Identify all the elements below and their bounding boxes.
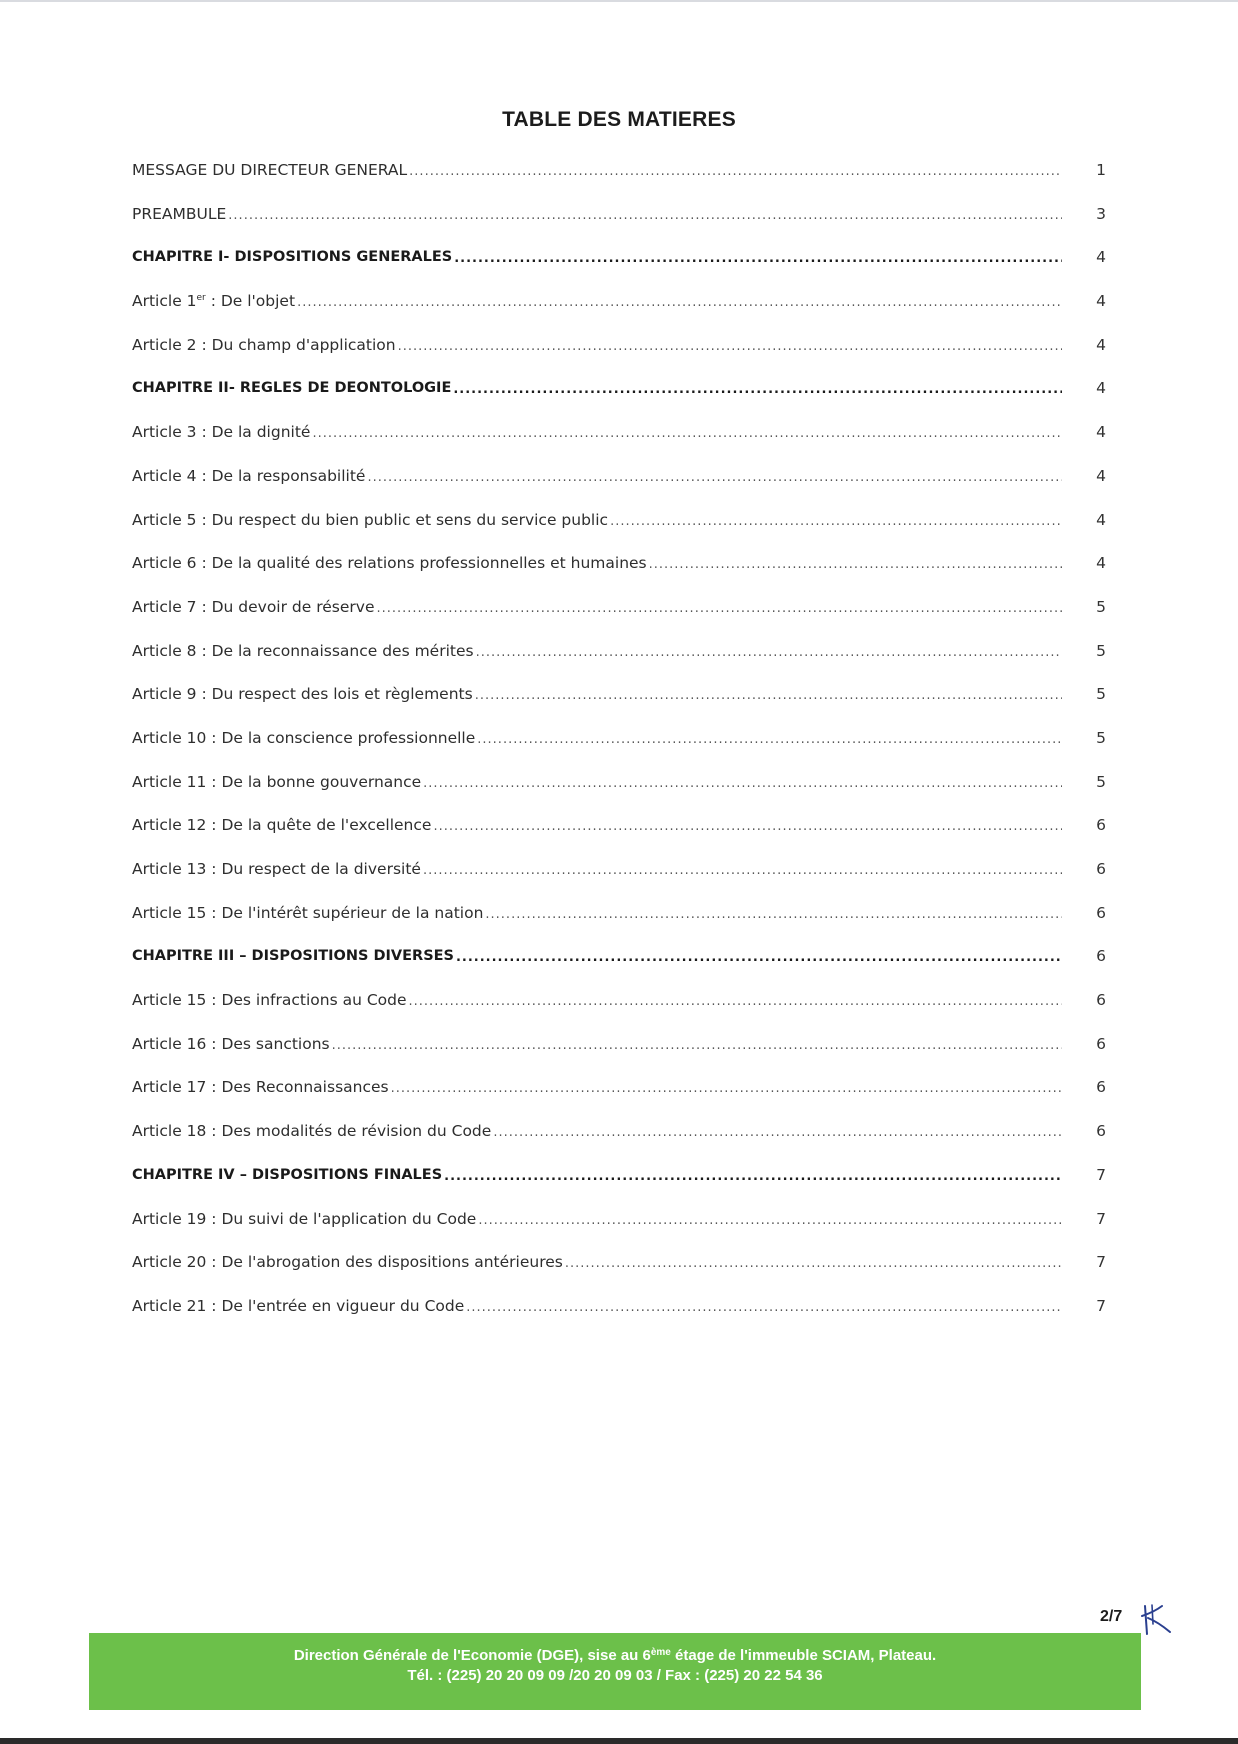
toc-entry-row [132,772,1106,816]
toc-dot-leader [312,422,1062,442]
toc-dot-leader [493,1121,1062,1141]
bottom-edge-line [0,1738,1238,1744]
toc-entry-label: CHAPITRE III – DISPOSITIONS DIVERSES [132,948,454,965]
toc-dot-leader [466,1296,1062,1316]
toc-dot-leader [649,553,1062,573]
toc-page-number: 4 [1096,248,1106,267]
toc-dot-leader [475,684,1062,704]
toc-dot-leader [423,859,1062,879]
toc-dot-leader [485,903,1062,923]
toc-page-number: 6 [1096,1122,1106,1141]
toc-entry-label: Article 2 : Du champ d'application [132,335,396,354]
toc-page-number: 6 [1096,947,1106,966]
toc-dot-leader [228,204,1062,224]
toc-page-number: 6 [1096,816,1106,835]
toc-page-number: 5 [1096,597,1106,616]
toc-entry-label: Article 5 : Du respect du bien public et sens du service public [132,510,609,529]
toc-dot-leader [565,1252,1062,1272]
toc-entry-row [132,204,1106,248]
toc-entry-label: Article 1er : De l'objet [132,292,296,311]
toc-entry-label: PREAMBULE [132,204,227,223]
toc-entry-label: Article 19 : Du suivi de l'application du Code [132,1209,477,1228]
toc-page-number: 5 [1096,641,1106,660]
toc-entry-label: Article 3 : De la dignité [132,423,311,442]
toc-entry-row [132,684,1106,728]
toc-entry-row [132,728,1106,772]
toc-dot-leader [476,641,1062,661]
toc-page-number: 4 [1096,554,1106,573]
toc-page-number: 4 [1096,423,1106,442]
toc-entry-label: Article 15 : De l'intérêt supérieur de la nation [132,903,484,922]
toc-page-number: 7 [1096,1209,1106,1228]
toc-dot-leader [409,990,1062,1010]
toc-entry-label: Article 20 : De l'abrogation des dispositions antérieures [132,1253,563,1272]
toc-entry-label: Article 6 : De la qualité des relations professionnelles et humaines [132,554,647,573]
toc-page-number: 5 [1096,772,1106,791]
toc-page-number: 6 [1096,860,1106,878]
toc-page-number: 6 [1096,903,1106,922]
toc-dot-leader [477,728,1062,748]
toc-entry-row [132,1252,1106,1296]
toc-entry-row [132,641,1106,685]
toc-page-number: 1 [1096,161,1106,179]
toc-dot-leader [297,291,1062,311]
toc-entry-row [132,597,1106,641]
toc-page-number: 4 [1096,292,1106,311]
toc-entry-row [132,160,1106,204]
toc-entry-label: CHAPITRE II- REGLES DE DEONTOLOGIE [132,380,452,397]
footer-address: Direction Générale de l'Economie (DGE), sise au 6ème étage de l'immeuble SCIAM, Plateau. [293,1647,937,1664]
toc-page-number: 7 [1096,1296,1106,1315]
toc-entry-label: Article 17 : Des Reconnaissances [132,1078,389,1097]
handwritten-initials [1140,1602,1174,1636]
toc-dot-leader [444,1165,1062,1185]
toc-entry-row [132,815,1106,859]
toc-entry-label: Article 16 : Des sanctions [132,1034,330,1053]
toc-entry-label: Article 21 : De l'entrée en vigueur du Code [132,1296,465,1315]
page-number: 2/7 [1100,1608,1123,1625]
toc-entry-row [132,335,1106,379]
toc-entry-label: Article 15 : Des infractions au Code [132,991,407,1010]
toc-entry-label: Article 18 : Des modalités de révision du Code [132,1122,492,1141]
toc-entry-row [132,1121,1106,1165]
toc-entry-row [132,1077,1106,1121]
toc-entry-row [132,1296,1106,1340]
toc-page-number: 7 [1096,1165,1106,1184]
toc-page-number: 6 [1096,1034,1106,1053]
footer-contact: Tél. : (225) 20 20 09 09 /20 20 09 03 / Fax : (225) 20 22 54 36 [407,1667,823,1684]
toc-entry-label: MESSAGE DU DIRECTEUR GENERAL [132,161,408,179]
top-edge-line [0,0,1238,2]
toc-entry-row [132,990,1106,1034]
toc-entry-label: Article 10 : De la conscience professionnelle [132,728,476,747]
toc-entry-label: Article 9 : Du respect des lois et règlements [132,685,473,704]
toc-dot-leader [433,815,1062,835]
toc-page-number: 3 [1096,204,1106,223]
toc-dot-leader [454,247,1062,267]
toc-dot-leader [332,1034,1062,1054]
toc-entry-row [132,1034,1106,1078]
toc-entry-label: Article 13 : Du respect de la diversité [132,860,421,878]
toc-entry-row [132,510,1106,554]
toc-page-number: 6 [1096,991,1106,1010]
toc-entry-label: Article 7 : Du devoir de réserve [132,597,375,616]
toc-page-number: 4 [1096,466,1106,485]
toc-page-number: 4 [1096,510,1106,529]
toc-entry-row [132,903,1106,947]
toc-dot-leader [391,1077,1062,1097]
toc-chapter-row [132,946,1106,990]
toc-page-number: 4 [1096,379,1106,398]
toc-entry-row [132,1209,1106,1253]
toc-dot-leader [610,510,1062,530]
toc-entry-row [132,422,1106,466]
toc-dot-leader [398,335,1062,355]
toc-chapter-row [132,378,1106,422]
toc-entry-label: Article 11 : De la bonne gouvernance [132,772,422,791]
toc-entry-row [132,553,1106,597]
toc-entry-row [132,859,1106,903]
footer-band [89,1633,1141,1710]
toc-page-number: 6 [1096,1078,1106,1097]
toc-entry-label: Article 8 : De la reconnaissance des mérites [132,641,474,660]
table-of-contents [132,160,1106,1340]
toc-dot-leader [367,466,1062,486]
toc-dot-leader [478,1209,1062,1229]
toc-entry-label: Article 12 : De la quête de l'excellence [132,816,432,835]
toc-entry-row [132,291,1106,335]
toc-entry-label: Article 4 : De la responsabilité [132,466,366,485]
toc-dot-leader [456,946,1062,966]
toc-entry-label: CHAPITRE I- DISPOSITIONS GENERALES [132,249,453,266]
toc-page-number: 7 [1096,1253,1106,1272]
toc-dot-leader [423,772,1062,792]
toc-page-number: 4 [1096,335,1106,354]
toc-chapter-row [132,1165,1106,1209]
page-title: TABLE DES MATIERES [502,108,736,131]
toc-dot-leader [453,378,1062,398]
toc-page-number: 5 [1096,685,1106,704]
toc-dot-leader [376,597,1062,617]
toc-entry-label: CHAPITRE IV – DISPOSITIONS FINALES [132,1166,443,1183]
toc-page-number: 5 [1096,728,1106,747]
toc-dot-leader [409,160,1062,180]
toc-entry-row [132,466,1106,510]
toc-chapter-row [132,247,1106,291]
